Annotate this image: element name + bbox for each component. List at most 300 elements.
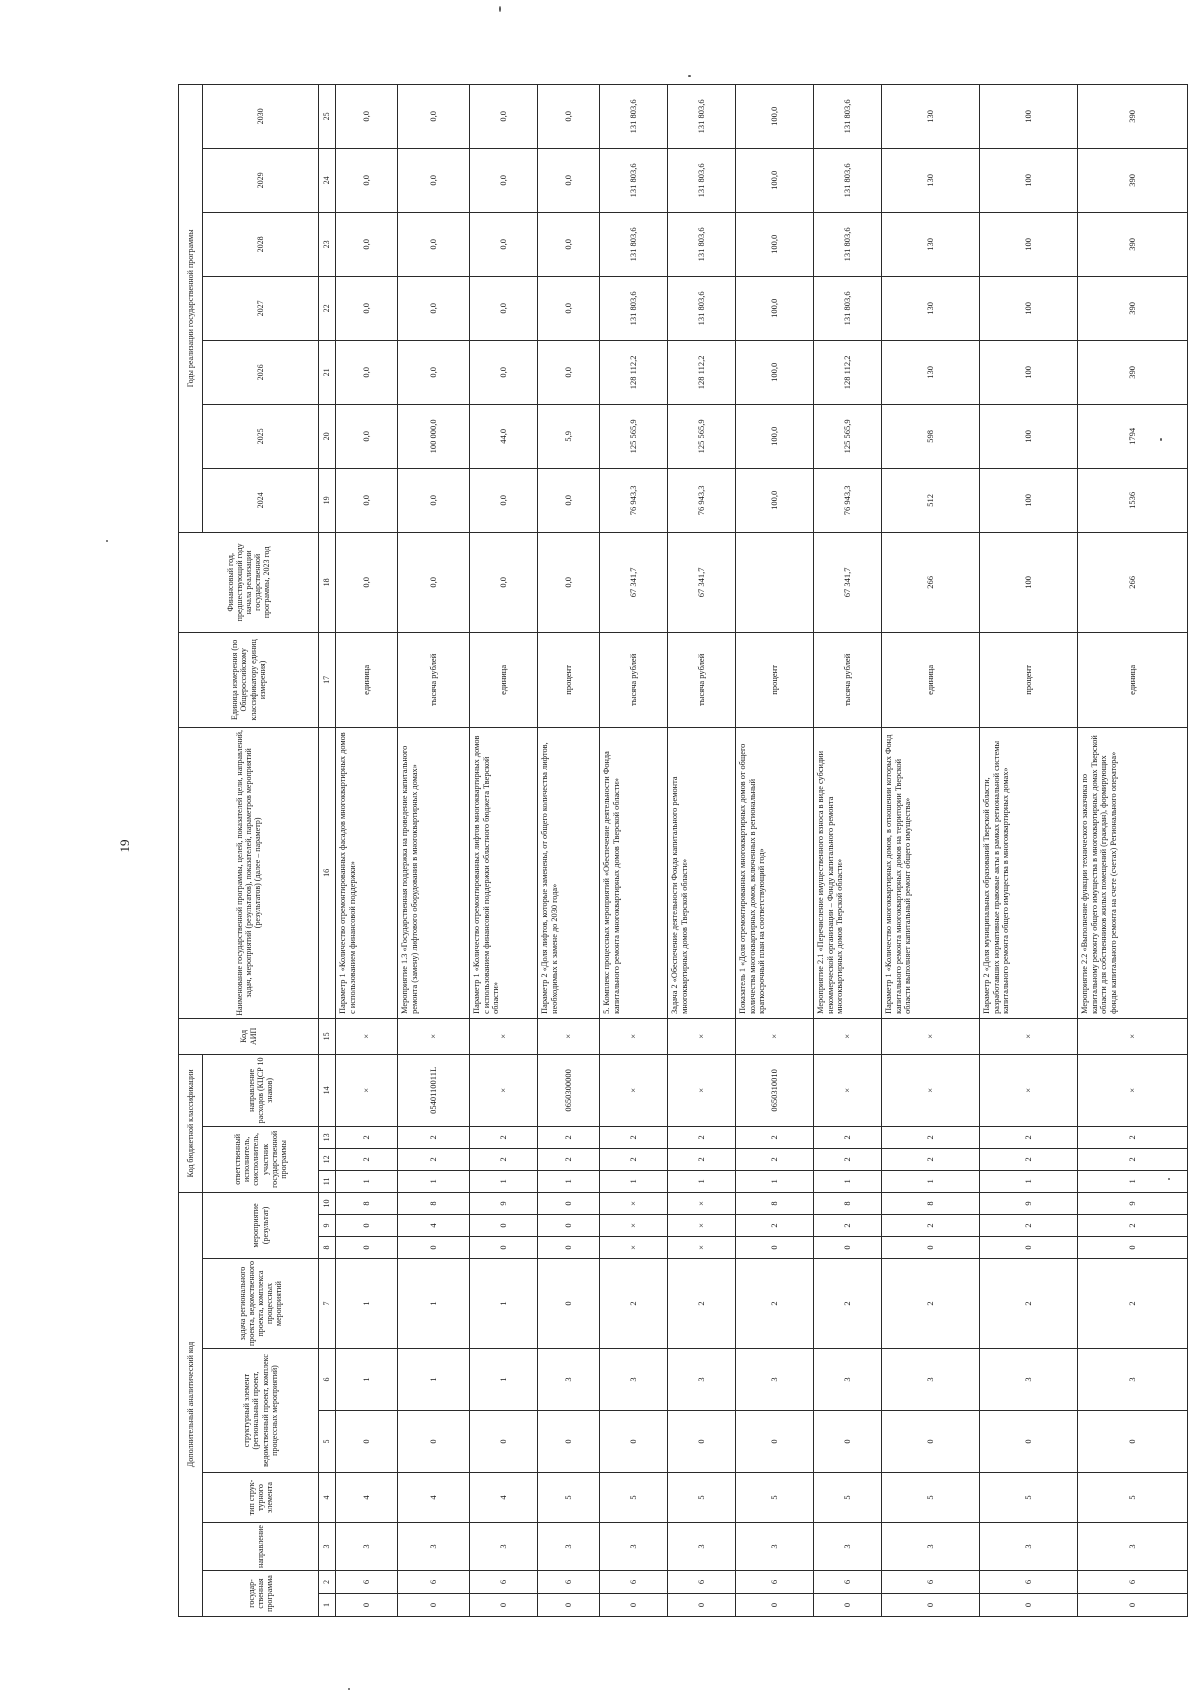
scan-speck xyxy=(106,540,108,542)
code-cell: 1 xyxy=(538,1170,600,1192)
base-year-value-cell: 67 341,7 xyxy=(814,532,882,632)
unit-cell: тысяча рублей xyxy=(600,632,668,727)
code-cell: 0 xyxy=(398,1594,470,1617)
year-value-cell: 0,0 xyxy=(336,340,398,404)
column-number: 20 xyxy=(319,404,336,468)
table-row xyxy=(668,84,736,1616)
table-sheet xyxy=(178,99,1137,1617)
year-value-cell: 100 xyxy=(980,148,1078,212)
code-cell: 5 xyxy=(736,1473,814,1523)
column-number: 19 xyxy=(319,468,336,532)
code-cell: 2 xyxy=(882,1148,980,1170)
code-cell: 1 xyxy=(882,1170,980,1192)
code-cell: 3 xyxy=(814,1349,882,1411)
header-unit: Единица измерения (по Общероссийскому классификатору единиц измерения) xyxy=(179,632,319,727)
code-cell: × xyxy=(538,1018,600,1054)
header-task: задача регионального проекта, ведомственного проекта, комплекса процессных мероприятий xyxy=(203,1259,319,1349)
base-year-value-cell: 67 341,7 xyxy=(668,532,736,632)
code-cell: 3 xyxy=(980,1523,1078,1571)
table-row xyxy=(980,84,1078,1616)
code-cell: 0 xyxy=(814,1237,882,1259)
column-number: 18 xyxy=(319,532,336,632)
code-cell: 2 xyxy=(882,1259,980,1349)
code-cell: 0650300000 xyxy=(538,1054,600,1126)
unit-cell: тысяча рублей xyxy=(398,632,470,727)
code-cell: 9 xyxy=(980,1192,1078,1214)
table-row xyxy=(470,84,538,1616)
code-cell: 0 xyxy=(538,1192,600,1214)
year-value-cell: 100 xyxy=(980,276,1078,340)
code-cell: 0 xyxy=(538,1215,600,1237)
scan-speck xyxy=(688,75,691,77)
code-cell: × xyxy=(600,1054,668,1126)
code-cell: × xyxy=(336,1054,398,1126)
code-cell: 0 xyxy=(882,1411,980,1473)
column-number: 7 xyxy=(319,1259,336,1349)
year-value-cell: 130 xyxy=(882,340,980,404)
code-cell: 2 xyxy=(814,1259,882,1349)
row-name-cell: Задача 2 «Обеспечение деятельности Фонда капитального ремонта многоквартирных домов Тверской области» xyxy=(668,727,736,1018)
column-number: 15 xyxy=(319,1018,336,1054)
code-cell: 3 xyxy=(1078,1523,1188,1571)
column-number: 12 xyxy=(319,1148,336,1170)
table-row xyxy=(336,84,398,1616)
unit-cell: тысяча рублей xyxy=(668,632,736,727)
header-expense: направление расходов (КЦСР 10 знаков) xyxy=(203,1054,319,1126)
code-cell: 2 xyxy=(600,1148,668,1170)
year-value-cell: 0,0 xyxy=(336,276,398,340)
code-cell: 0 xyxy=(538,1259,600,1349)
rotated-table-wrapper xyxy=(178,99,1137,1617)
year-value-cell: 390 xyxy=(1078,340,1188,404)
unit-cell: единица xyxy=(882,632,980,727)
code-cell: 2 xyxy=(980,1126,1078,1148)
unit-cell: тысяча рублей xyxy=(814,632,882,727)
year-value-cell: 125 565,9 xyxy=(600,404,668,468)
column-number-row xyxy=(319,84,336,1616)
year-value-cell: 0,0 xyxy=(336,84,398,148)
header-year-2029: 2029 xyxy=(203,148,319,212)
table-row xyxy=(600,84,668,1616)
code-cell: × xyxy=(668,1237,736,1259)
row-name-cell: Параметр 2 «Доля муниципальных образований Тверской области, разработавших нормативные правовые акты в рамках региональной системы капитального ремонта общего имущества в многоквартирных домах» xyxy=(980,727,1078,1018)
header-year-2030: 2030 xyxy=(203,84,319,148)
year-value-cell: 0,0 xyxy=(336,148,398,212)
year-value-cell: 131 803,6 xyxy=(814,148,882,212)
code-cell: 0 xyxy=(668,1411,736,1473)
year-value-cell: 125 565,9 xyxy=(668,404,736,468)
row-name-cell: Параметр 2 «Доля лифтов, которые заменены, от общего количества лифтов, необходимых к замене до 2030 года» xyxy=(538,727,600,1018)
code-cell: 5 xyxy=(814,1473,882,1523)
code-cell: × xyxy=(470,1018,538,1054)
year-value-cell: 5,9 xyxy=(538,404,600,468)
code-cell: 1 xyxy=(336,1170,398,1192)
code-cell: 8 xyxy=(814,1192,882,1214)
year-value-cell: 76 943,3 xyxy=(814,468,882,532)
base-year-value-cell: 0,0 xyxy=(470,532,538,632)
header-year-2025: 2025 xyxy=(203,404,319,468)
year-value-cell: 130 xyxy=(882,212,980,276)
year-value-cell: 0,0 xyxy=(470,84,538,148)
year-value-cell: 390 xyxy=(1078,212,1188,276)
column-number: 16 xyxy=(319,727,336,1018)
year-value-cell: 131 803,6 xyxy=(668,276,736,340)
column-number: 5 xyxy=(319,1411,336,1473)
code-cell: 2 xyxy=(736,1126,814,1148)
header-year-2028: 2028 xyxy=(203,212,319,276)
header-event: мероприятие (результат) xyxy=(203,1192,319,1258)
unit-cell: процент xyxy=(538,632,600,727)
code-cell: 5 xyxy=(1078,1473,1188,1523)
header-name: Наименование государственной программы, целей, показателей цели, направлений, задач, мероприятий (результатов), показателей, параметров мероприятий (результатов) (далее – параметр) xyxy=(179,727,319,1018)
header-direction: направление xyxy=(203,1523,319,1571)
header-struct-type: тип струк-турного элемента xyxy=(203,1473,319,1523)
table-body xyxy=(336,84,1188,1616)
code-cell: 5 xyxy=(668,1473,736,1523)
code-cell: 2 xyxy=(600,1259,668,1349)
code-cell: × xyxy=(600,1192,668,1214)
year-value-cell: 0,0 xyxy=(398,212,470,276)
code-cell: 1 xyxy=(398,1259,470,1349)
code-cell: 1 xyxy=(336,1259,398,1349)
year-value-cell: 0,0 xyxy=(470,148,538,212)
code-cell: 2 xyxy=(470,1126,538,1148)
year-value-cell: 0,0 xyxy=(470,468,538,532)
column-number: 3 xyxy=(319,1523,336,1571)
code-cell: 2 xyxy=(1078,1126,1188,1148)
code-cell: 0 xyxy=(1078,1411,1188,1473)
column-number: 11 xyxy=(319,1170,336,1192)
code-cell: 0 xyxy=(470,1237,538,1259)
year-value-cell: 100,0 xyxy=(736,84,814,148)
code-cell: 3 xyxy=(882,1523,980,1571)
code-cell: 5 xyxy=(882,1473,980,1523)
code-cell: 6 xyxy=(814,1571,882,1594)
year-value-cell: 0,0 xyxy=(538,212,600,276)
year-value-cell: 100 xyxy=(980,404,1078,468)
code-cell: 4 xyxy=(398,1215,470,1237)
code-cell: 4 xyxy=(398,1473,470,1523)
code-cell: 6 xyxy=(470,1571,538,1594)
code-cell: 0 xyxy=(336,1215,398,1237)
header-year-2026: 2026 xyxy=(203,340,319,404)
code-cell: × xyxy=(600,1215,668,1237)
year-value-cell: 512 xyxy=(882,468,980,532)
code-cell: 6 xyxy=(398,1571,470,1594)
year-value-cell: 0,0 xyxy=(398,340,470,404)
code-cell: 3 xyxy=(736,1349,814,1411)
base-year-value-cell: 0,0 xyxy=(336,532,398,632)
row-name-cell: 5. Комплекс процессных мероприятий «Обеспечение деятельности Фонда капитального ремонта многоквартирных домов Тверской области» xyxy=(600,727,668,1018)
code-cell: 3 xyxy=(814,1523,882,1571)
code-cell: 0 xyxy=(470,1594,538,1617)
code-cell: × xyxy=(668,1054,736,1126)
code-cell: 1 xyxy=(398,1170,470,1192)
year-value-cell: 100,0 xyxy=(736,404,814,468)
code-cell: × xyxy=(814,1018,882,1054)
code-cell: 0 xyxy=(336,1411,398,1473)
code-cell: 3 xyxy=(398,1523,470,1571)
year-value-cell: 100,0 xyxy=(736,340,814,404)
year-value-cell: 0,0 xyxy=(470,276,538,340)
scan-speck xyxy=(348,1688,350,1690)
column-number: 21 xyxy=(319,340,336,404)
code-cell: 6 xyxy=(668,1571,736,1594)
base-year-value-cell: 0,0 xyxy=(538,532,600,632)
code-cell: 0650310010 xyxy=(736,1054,814,1126)
column-number: 17 xyxy=(319,632,336,727)
row-name-cell: Параметр 1 «Количество отремонтированных лифтов многоквартирных домов с использованием финансовой поддержки областного бюджета Тверской области» xyxy=(470,727,538,1018)
header-year-2027: 2027 xyxy=(203,276,319,340)
code-cell: 0540110011L xyxy=(398,1054,470,1126)
code-cell: 1 xyxy=(668,1170,736,1192)
code-cell: 0 xyxy=(736,1411,814,1473)
code-cell: 3 xyxy=(1078,1349,1188,1411)
code-cell: 2 xyxy=(1078,1259,1188,1349)
code-cell: 0 xyxy=(736,1237,814,1259)
code-cell: 5 xyxy=(600,1473,668,1523)
column-number: 4 xyxy=(319,1473,336,1523)
code-cell: 0 xyxy=(980,1411,1078,1473)
code-cell: 3 xyxy=(668,1349,736,1411)
code-cell: 2 xyxy=(736,1259,814,1349)
year-value-cell: 100,0 xyxy=(736,468,814,532)
code-cell: 4 xyxy=(470,1473,538,1523)
unit-cell: единица xyxy=(336,632,398,727)
unit-cell: процент xyxy=(980,632,1078,727)
year-value-cell: 131 803,6 xyxy=(814,84,882,148)
year-value-cell: 390 xyxy=(1078,84,1188,148)
header-years-group: Годы реализации государственной программы xyxy=(179,84,203,532)
code-cell: × xyxy=(980,1054,1078,1126)
table-row xyxy=(538,84,600,1616)
code-cell: 0 xyxy=(882,1237,980,1259)
code-cell: 0 xyxy=(336,1594,398,1617)
code-cell: 2 xyxy=(736,1148,814,1170)
code-cell: 1 xyxy=(814,1170,882,1192)
code-cell: 1 xyxy=(470,1259,538,1349)
year-value-cell: 131 803,6 xyxy=(600,84,668,148)
code-cell: 5 xyxy=(538,1473,600,1523)
code-cell: × xyxy=(668,1018,736,1054)
year-value-cell: 0,0 xyxy=(538,148,600,212)
code-cell: 8 xyxy=(882,1192,980,1214)
unit-cell: единица xyxy=(470,632,538,727)
year-value-cell: 0,0 xyxy=(470,340,538,404)
code-cell: 0 xyxy=(668,1594,736,1617)
year-value-cell: 100,0 xyxy=(736,148,814,212)
code-cell: 2 xyxy=(668,1148,736,1170)
year-value-cell: 390 xyxy=(1078,148,1188,212)
year-value-cell: 131 803,6 xyxy=(600,276,668,340)
code-cell: 2 xyxy=(882,1126,980,1148)
code-cell: 0 xyxy=(1078,1594,1188,1617)
year-value-cell: 131 803,6 xyxy=(668,84,736,148)
column-number: 6 xyxy=(319,1349,336,1411)
year-value-cell: 0,0 xyxy=(398,148,470,212)
code-cell: × xyxy=(1078,1018,1188,1054)
row-name-cell: Показатель 1 «Доля отремонтированных многоквартирных домов от общего количества многоквартирных домов, включенных в региональный краткосрочный план на соответствующий год» xyxy=(736,727,814,1018)
code-cell: × xyxy=(736,1018,814,1054)
code-cell: 1 xyxy=(470,1170,538,1192)
code-cell: 0 xyxy=(398,1411,470,1473)
column-number: 25 xyxy=(319,84,336,148)
column-number: 9 xyxy=(319,1215,336,1237)
column-number: 24 xyxy=(319,148,336,212)
code-cell: × xyxy=(1078,1054,1188,1126)
year-value-cell: 0,0 xyxy=(398,276,470,340)
code-cell: 8 xyxy=(736,1192,814,1214)
code-cell: 2 xyxy=(398,1126,470,1148)
year-value-cell: 128 112,2 xyxy=(814,340,882,404)
code-cell: 2 xyxy=(980,1215,1078,1237)
table-row xyxy=(814,84,882,1616)
year-value-cell: 100 xyxy=(980,212,1078,276)
code-cell: 2 xyxy=(668,1126,736,1148)
code-cell: 0 xyxy=(538,1594,600,1617)
header-budget-code: Код бюджетной классификации xyxy=(179,1054,203,1192)
code-cell: 9 xyxy=(1078,1192,1188,1214)
year-value-cell: 44,0 xyxy=(470,404,538,468)
code-cell: 2 xyxy=(538,1148,600,1170)
code-cell: × xyxy=(668,1215,736,1237)
code-cell: 3 xyxy=(336,1523,398,1571)
code-cell: 0 xyxy=(980,1594,1078,1617)
year-value-cell: 1536 xyxy=(1078,468,1188,532)
code-cell: 0 xyxy=(538,1411,600,1473)
code-cell: 2 xyxy=(736,1215,814,1237)
column-number: 2 xyxy=(319,1571,336,1594)
table-row xyxy=(1078,84,1188,1616)
code-cell: 5 xyxy=(980,1473,1078,1523)
column-number: 10 xyxy=(319,1192,336,1214)
year-value-cell: 100 xyxy=(980,468,1078,532)
code-cell: 2 xyxy=(814,1148,882,1170)
code-cell: 6 xyxy=(1078,1571,1188,1594)
code-cell: 0 xyxy=(814,1594,882,1617)
code-cell: 2 xyxy=(882,1215,980,1237)
code-cell: 1 xyxy=(980,1170,1078,1192)
code-cell: × xyxy=(600,1237,668,1259)
code-cell: 3 xyxy=(668,1523,736,1571)
year-value-cell: 0,0 xyxy=(538,468,600,532)
header-year-2024: 2024 xyxy=(203,468,319,532)
code-cell: 6 xyxy=(980,1571,1078,1594)
code-cell: 2 xyxy=(814,1126,882,1148)
year-value-cell: 128 112,2 xyxy=(600,340,668,404)
code-cell: 1 xyxy=(736,1170,814,1192)
year-value-cell: 131 803,6 xyxy=(600,212,668,276)
year-value-cell: 100 000,0 xyxy=(398,404,470,468)
year-value-cell: 130 xyxy=(882,148,980,212)
code-cell: 2 xyxy=(398,1148,470,1170)
code-cell: × xyxy=(882,1018,980,1054)
code-cell: 8 xyxy=(336,1192,398,1214)
program-table xyxy=(178,84,1188,1617)
code-cell: 9 xyxy=(470,1192,538,1214)
code-cell: 2 xyxy=(814,1215,882,1237)
code-cell: 2 xyxy=(470,1148,538,1170)
code-cell: 2 xyxy=(336,1126,398,1148)
year-value-cell: 0,0 xyxy=(470,212,538,276)
year-value-cell: 0,0 xyxy=(398,468,470,532)
year-value-cell: 130 xyxy=(882,276,980,340)
year-value-cell: 0,0 xyxy=(538,84,600,148)
year-value-cell: 0,0 xyxy=(336,212,398,276)
base-year-value-cell: 0,0 xyxy=(398,532,470,632)
row-name-cell: Параметр 1 «Количество отремонтированных фасадов многоквартирных домов с использованием финансовой поддержки» xyxy=(336,727,398,1018)
column-number: 14 xyxy=(319,1054,336,1126)
header-struct-elem: структурный элемент (региональный проект, ведомственный проект, комплекс процессных мероприятий) xyxy=(203,1349,319,1473)
base-year-value-cell: 100 xyxy=(980,532,1078,632)
code-cell: × xyxy=(882,1054,980,1126)
year-value-cell: 76 943,3 xyxy=(600,468,668,532)
code-cell: 0 xyxy=(398,1237,470,1259)
code-cell: 2 xyxy=(1078,1148,1188,1170)
code-cell: 3 xyxy=(470,1523,538,1571)
year-value-cell: 131 803,6 xyxy=(668,148,736,212)
year-value-cell: 0,0 xyxy=(398,84,470,148)
code-cell: 4 xyxy=(336,1473,398,1523)
year-value-cell: 131 803,6 xyxy=(814,276,882,340)
code-cell: 8 xyxy=(398,1192,470,1214)
code-cell: 0 xyxy=(882,1594,980,1617)
row-name-cell: Мероприятие 2.2 «Выполнение функции технического заказчика по капитальному ремонту общего имущества в многоквартирных домах Тверской области для собственников жилых помещений (граждан), формирующих фонды капитального ремонта на счете (счетах) Регионального оператора» xyxy=(1078,727,1188,1018)
base-year-value-cell xyxy=(736,532,814,632)
code-cell: 2 xyxy=(668,1259,736,1349)
year-value-cell: 1794 xyxy=(1078,404,1188,468)
code-cell: 2 xyxy=(600,1126,668,1148)
code-cell: 0 xyxy=(470,1215,538,1237)
column-number: 23 xyxy=(319,212,336,276)
code-cell: × xyxy=(398,1018,470,1054)
column-number: 1 xyxy=(319,1594,336,1617)
unit-cell: процент xyxy=(736,632,814,727)
code-cell: 1 xyxy=(1078,1170,1188,1192)
header-analytic-code: Дополнительный аналитический код xyxy=(179,1192,203,1616)
code-cell: 0 xyxy=(980,1237,1078,1259)
year-value-cell: 100,0 xyxy=(736,212,814,276)
code-cell: × xyxy=(980,1018,1078,1054)
row-name-cell: Мероприятие 2.1 «Перечисление имущественного взноса в виде субсидии некоммерческой организации – Фонду капитального ремонта многоквартирных домов Тверской области» xyxy=(814,727,882,1018)
code-cell: × xyxy=(470,1054,538,1126)
year-value-cell: 0,0 xyxy=(336,468,398,532)
code-cell: 6 xyxy=(538,1571,600,1594)
year-value-cell: 128 112,2 xyxy=(668,340,736,404)
code-cell: 3 xyxy=(538,1523,600,1571)
code-cell: 3 xyxy=(600,1349,668,1411)
year-value-cell: 130 xyxy=(882,84,980,148)
year-value-cell: 100 xyxy=(980,84,1078,148)
table-row xyxy=(398,84,470,1616)
code-cell: 2 xyxy=(336,1148,398,1170)
code-cell: 0 xyxy=(600,1411,668,1473)
header-executor: ответственный исполнитель, соисполнитель, участник государственной программы xyxy=(203,1126,319,1192)
year-value-cell: 390 xyxy=(1078,276,1188,340)
year-value-cell: 131 803,6 xyxy=(600,148,668,212)
table-row xyxy=(736,84,814,1616)
code-cell: 0 xyxy=(600,1594,668,1617)
year-value-cell: 0,0 xyxy=(336,404,398,468)
code-cell: 1 xyxy=(470,1349,538,1411)
code-cell: 0 xyxy=(470,1411,538,1473)
code-cell: 6 xyxy=(600,1571,668,1594)
year-value-cell: 76 943,3 xyxy=(668,468,736,532)
code-cell: 1 xyxy=(336,1349,398,1411)
base-year-value-cell: 266 xyxy=(1078,532,1188,632)
code-cell: × xyxy=(336,1018,398,1054)
code-cell: × xyxy=(814,1054,882,1126)
